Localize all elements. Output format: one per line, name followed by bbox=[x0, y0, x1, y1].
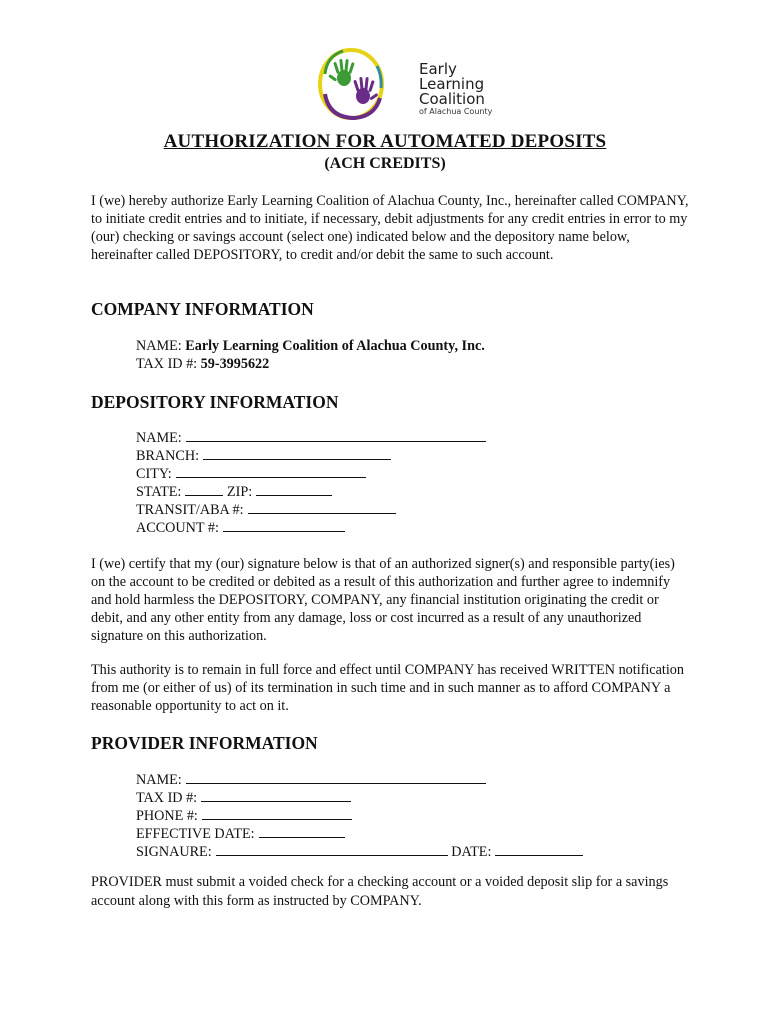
depository-branch-row bbox=[136, 446, 391, 465]
provider-date-field[interactable] bbox=[495, 842, 583, 856]
depository-city-field[interactable] bbox=[176, 464, 366, 478]
provider-signature-row bbox=[136, 842, 583, 861]
company-name-label: NAME: bbox=[136, 338, 182, 354]
document-title: AUTHORIZATION FOR AUTOMATED DEPOSITS bbox=[163, 131, 607, 152]
provider-taxid-field[interactable] bbox=[201, 788, 351, 802]
provider-name-row bbox=[136, 770, 486, 789]
provider-name-label: NAME: bbox=[136, 772, 182, 788]
depository-account-label: ACCOUNT #: bbox=[136, 520, 219, 536]
provider-effective-row bbox=[136, 824, 345, 843]
provider-note-paragraph: PROVIDER must submit a voided check for a checking account or a voided deposit slip for a savings account along with this form as instructed by COMPANY. bbox=[91, 874, 669, 909]
logo-line-county: of Alachua County bbox=[419, 107, 493, 116]
company-taxid-label: TAX ID #: bbox=[136, 356, 198, 372]
depository-branch-label: BRANCH: bbox=[136, 448, 200, 464]
provider-taxid-label: TAX ID #: bbox=[136, 790, 198, 806]
depository-name-label: NAME: bbox=[136, 430, 182, 446]
provider-signature-label: SIGNAURE: bbox=[136, 844, 212, 860]
company-name-row bbox=[136, 337, 485, 355]
depository-state-field[interactable] bbox=[185, 482, 223, 496]
provider-taxid-row bbox=[136, 788, 351, 807]
authority-paragraph: This authority is to remain in full force and effect until COMPANY has received WRITTEN notification from me (or either of us) of its termination in such time and in such manner as to afford COMPANY a reasonable opportunity to act on it. bbox=[91, 662, 684, 714]
provider-signature-field[interactable] bbox=[216, 842, 448, 856]
depository-transit-label: TRANSIT/ABA #: bbox=[136, 502, 244, 518]
depository-state-zip-row bbox=[136, 482, 332, 501]
depository-transit-field[interactable] bbox=[248, 500, 396, 514]
logo-wordmark bbox=[419, 62, 492, 117]
authorization-paragraph: I (we) hereby authorize Early Learning Coalition of Alachua County, Inc., hereinafter called COMPANY, to initiate credit entries and to initiate, if necessary, debit adjustments for any credit entries in error to my (our) checking or savings account (select one) indicated below and the depository name below, hereinafter called DEPOSITORY, to credit and/or debit the same to such account. bbox=[91, 193, 689, 263]
depository-transit-row bbox=[136, 500, 396, 519]
provider-date-label: DATE: bbox=[451, 844, 492, 860]
document-subtitle: (ACH CREDITS) bbox=[324, 155, 446, 172]
depository-state-label: STATE: bbox=[136, 484, 182, 500]
provider-phone-row bbox=[136, 806, 352, 825]
provider-phone-field[interactable] bbox=[202, 806, 352, 820]
depository-zip-field[interactable] bbox=[256, 482, 332, 496]
provider-effective-field[interactable] bbox=[259, 824, 345, 838]
depository-account-row bbox=[136, 518, 345, 537]
company-taxid-value: 59-3995622 bbox=[200, 356, 270, 372]
provider-effective-label: EFFECTIVE DATE: bbox=[136, 826, 255, 842]
depository-name-field[interactable] bbox=[186, 428, 486, 442]
logo-line-learning: Learning bbox=[419, 75, 485, 93]
depository-zip-label: ZIP: bbox=[226, 484, 253, 500]
certification-paragraph: I (we) certify that my (our) signature below is that of an authorized signer(s) and responsible party(ies) on the account to be credited or debited as a result of this authorization and further agree to indemnify and hold harmless the DEPOSITORY, COMPANY, any financial institution originating the credit or debit, and any other entity from any damage, loss or cost incurred as a result of any unauthorized signature on this authorization. bbox=[91, 556, 675, 644]
provider-heading: PROVIDER INFORMATION bbox=[91, 733, 318, 753]
company-heading: COMPANY INFORMATION bbox=[91, 299, 314, 319]
company-name-value: Early Learning Coalition of Alachua County, Inc. bbox=[185, 338, 485, 354]
depository-city-label: CITY: bbox=[136, 466, 172, 482]
depository-branch-field[interactable] bbox=[203, 446, 391, 460]
provider-name-field[interactable] bbox=[186, 770, 486, 784]
depository-heading: DEPOSITORY INFORMATION bbox=[91, 392, 339, 412]
company-taxid-row bbox=[136, 355, 269, 373]
depository-account-field[interactable] bbox=[223, 518, 345, 532]
depository-city-row bbox=[136, 464, 366, 483]
depository-name-row bbox=[136, 428, 486, 447]
logo-line-coalition: Coalition bbox=[419, 90, 485, 108]
provider-phone-label: PHONE #: bbox=[136, 808, 198, 824]
logo-line-early: Early bbox=[419, 60, 457, 78]
